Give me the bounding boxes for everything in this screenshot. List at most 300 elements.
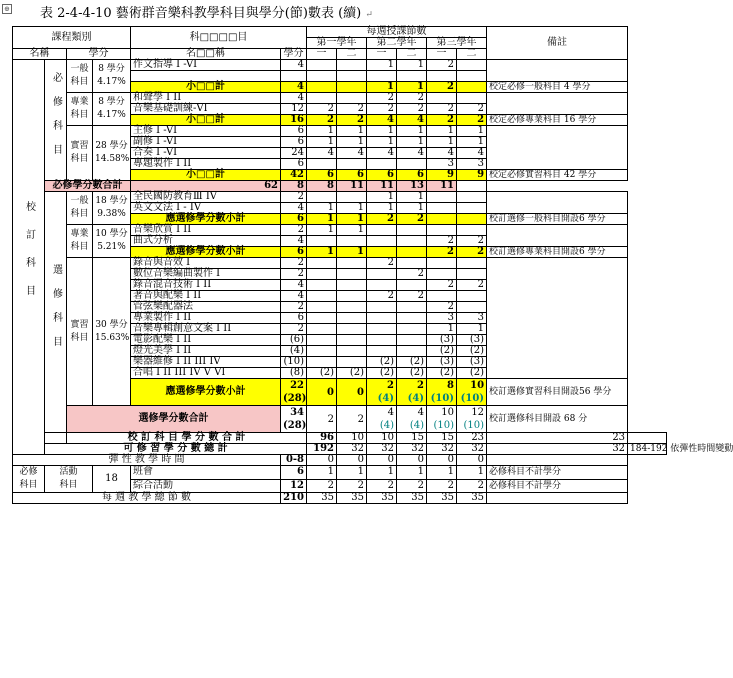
remarks-cell <box>487 225 628 247</box>
semester-value: 1 <box>307 137 337 148</box>
semester-value: 10 <box>337 433 367 444</box>
table-anchor-icon[interactable]: ⊕ <box>2 4 12 14</box>
activity-row <box>13 466 667 480</box>
semester-value <box>427 258 457 269</box>
table-row <box>13 126 667 137</box>
semester-value: 23 <box>487 433 628 444</box>
header-sem: 一 <box>307 49 337 60</box>
semester-value: 1 <box>307 214 337 225</box>
semester-value: (3) <box>427 357 457 368</box>
semester-value: 1 <box>367 60 397 71</box>
group-credits <box>93 60 131 93</box>
elective-total-row <box>13 406 667 433</box>
semester-value: 1 <box>337 214 367 225</box>
subject-name: 燈光美學 I II <box>131 346 281 357</box>
subject-name: 音樂專輯創意文案 I II <box>131 324 281 335</box>
semester-value <box>397 258 427 269</box>
subtotal-credits: 6 <box>281 247 307 258</box>
subject-credits: 2 <box>281 324 307 335</box>
semester-value <box>367 247 397 258</box>
semester-value <box>367 71 397 82</box>
subject-credits: 12 <box>281 104 307 115</box>
semester-value: 1 <box>307 247 337 258</box>
group-credits <box>93 258 131 406</box>
subtotal-label: 小□□計 <box>131 115 281 126</box>
required-total-credits: 62 <box>131 181 281 192</box>
group-credits-value: 28 學分 <box>95 141 128 151</box>
curriculum-table <box>12 26 733 504</box>
semester-value <box>367 302 397 313</box>
semester-value: 6 <box>397 170 427 181</box>
subject-name: 作文指導 I -VI <box>131 60 281 71</box>
semester-value: 1 <box>457 126 487 137</box>
subtotal-credits-main: 22 <box>290 380 305 391</box>
semester-value: 1 <box>307 466 337 480</box>
header-year2: 第二學年 <box>367 38 427 49</box>
semester-value <box>427 406 457 433</box>
semester-value: 4 <box>427 148 457 159</box>
subject-name: 專業製作 I II <box>131 313 281 324</box>
header-sem: 二 <box>457 49 487 60</box>
semester-value-alt: (10) <box>460 393 485 404</box>
semester-value <box>427 379 457 406</box>
semester-value: 1 <box>457 137 487 148</box>
subject-credits: (4) <box>281 346 307 357</box>
semester-value: 1 <box>367 203 397 214</box>
group-type-label: 實習科目 <box>67 126 93 181</box>
semester-value <box>337 71 367 82</box>
semester-value: 2 <box>427 479 457 493</box>
subject-credits: (10) <box>281 357 307 368</box>
subject-credits: 6 <box>281 137 307 148</box>
subject-name: 管弦樂配器法 <box>131 302 281 313</box>
semester-value: 1 <box>397 203 427 214</box>
semester-value <box>397 379 427 406</box>
semester-value: 1 <box>337 466 367 480</box>
semester-value-main: 0 <box>327 386 335 398</box>
semester-value: 2 <box>457 104 487 115</box>
semester-value <box>397 406 427 433</box>
subject-name: 樂器維修 I II III IV <box>131 357 281 368</box>
remarks-cell <box>487 60 628 82</box>
semester-value <box>307 346 337 357</box>
subject-credits: 6 <box>281 159 307 170</box>
subject-name: 主修 I -VI <box>131 126 281 137</box>
activity-required-label <box>13 466 45 493</box>
semester-value <box>457 258 487 269</box>
semester-value: 3 <box>457 313 487 324</box>
header-category: 課程類別 <box>13 27 131 49</box>
semester-value: 1 <box>427 324 457 335</box>
semester-value: 32 <box>337 444 367 455</box>
semester-value <box>457 406 487 433</box>
group-credits-pct: 4.17% <box>97 110 126 120</box>
semester-value <box>307 406 337 433</box>
header-subject-credits: 學分 <box>281 49 307 60</box>
semester-value <box>367 335 397 346</box>
flex-time-row <box>13 455 667 466</box>
semester-value: 2 <box>367 93 397 104</box>
semester-value: 2 <box>457 479 487 493</box>
semester-value <box>307 291 337 302</box>
header-weekly-hours: 每週授課節數 <box>307 27 487 38</box>
subtotal-label: 小□□計 <box>131 170 281 181</box>
activity-hours: 6 <box>281 466 307 480</box>
semester-value <box>397 324 427 335</box>
semester-value <box>457 71 487 82</box>
subject-credits: 2 <box>281 258 307 269</box>
header-year3: 第三學年 <box>427 38 487 49</box>
semester-value: (2) <box>457 368 487 379</box>
semester-value-alt: (4) <box>379 420 395 431</box>
semester-value: 10 <box>367 433 397 444</box>
semester-value-main: 2 <box>327 413 335 425</box>
semester-value <box>337 302 367 313</box>
remarks-cell <box>487 192 628 214</box>
subject-credits: 4 <box>281 60 307 71</box>
semester-value: 1 <box>397 466 427 480</box>
header-subject: 科□□□□目 <box>131 27 307 49</box>
group-credits <box>93 126 131 181</box>
semester-value: 2 <box>397 93 427 104</box>
semester-value: 11 <box>337 181 367 192</box>
remarks-cell <box>487 93 628 115</box>
subtotal-credits: 4 <box>281 82 307 93</box>
group-type-label: 實習科目 <box>67 258 93 406</box>
group-credits-pct: 9.38% <box>97 209 126 219</box>
semester-value-alt: (4) <box>377 393 395 404</box>
activity-credits: 18 <box>93 466 131 493</box>
activity-note: 必修科目不計學分 <box>487 479 628 493</box>
school-total-label: 校 訂 科 目 學 分 數 合 計 <box>67 433 307 444</box>
elective-total-credits <box>281 406 307 433</box>
subtotal-credits: 6 <box>281 214 307 225</box>
semester-value: 1 <box>337 247 367 258</box>
semester-value <box>337 324 367 335</box>
semester-value-main: 12 <box>471 407 485 418</box>
semester-value: 2 <box>367 104 397 115</box>
semester-value: 2 <box>457 280 487 291</box>
subject-name: 全民國防教育Ⅲ IV <box>131 192 281 203</box>
semester-value: 35 <box>397 493 427 504</box>
group-credits <box>93 93 131 126</box>
semester-value: 6 <box>337 170 367 181</box>
subject-name: 音樂欣賞 I II <box>131 225 281 236</box>
weekly-total-label: 每 週 教 學 總 節 數 <box>13 493 281 504</box>
semester-value-alt: (10) <box>430 393 455 404</box>
activity-required-line: 必修 <box>19 467 38 477</box>
semester-value: 15 <box>397 433 427 444</box>
group-credits-value: 18 學分 <box>95 196 128 206</box>
semester-value <box>457 302 487 313</box>
activity-required-line: 科目 <box>19 480 38 490</box>
subject-name: 專題製作 I II <box>131 159 281 170</box>
semester-value <box>337 82 367 93</box>
semester-value: 4 <box>397 148 427 159</box>
semester-value: 0 <box>367 455 397 466</box>
semester-value-main: 0 <box>357 386 365 398</box>
header-sem: 一 <box>427 49 457 60</box>
elective-total-label: 選修學分數合計 <box>67 406 281 433</box>
semester-value: 2 <box>427 115 457 126</box>
subject-name: 和聲學 I II <box>131 93 281 104</box>
subtotal-label: 應選修學分數小計 <box>131 379 281 406</box>
semester-value-main: 2 <box>357 413 365 425</box>
semester-value: 0 <box>337 455 367 466</box>
semester-value: 1 <box>397 137 427 148</box>
semester-value: 15 <box>427 433 457 444</box>
subject-credits: 4 <box>281 203 307 214</box>
semester-value <box>367 346 397 357</box>
semester-value <box>307 269 337 280</box>
semester-value: 2 <box>397 214 427 225</box>
subtotal-note: 校定必修專業科目 16 學分 <box>487 115 628 126</box>
header-sem: 二 <box>397 49 427 60</box>
semester-value <box>307 93 337 104</box>
semester-value: 2 <box>427 280 457 291</box>
semester-value: 2 <box>337 479 367 493</box>
semester-value <box>307 324 337 335</box>
semester-value <box>427 203 457 214</box>
remarks-cell <box>628 433 667 444</box>
semester-value <box>427 93 457 104</box>
semester-value-main: 2 <box>417 380 425 391</box>
table-row <box>13 93 667 104</box>
semester-value: 2 <box>397 291 427 302</box>
table-row <box>13 192 667 203</box>
semester-value: (3) <box>457 357 487 368</box>
semester-value <box>457 269 487 280</box>
semester-value: 4 <box>307 148 337 159</box>
semester-value: 6 <box>307 170 337 181</box>
remarks-cell <box>487 126 628 170</box>
semester-value: 1 <box>307 126 337 137</box>
semester-value: 1 <box>337 126 367 137</box>
semester-value: (2) <box>427 346 457 357</box>
semester-value: 4 <box>337 148 367 159</box>
subject-credits: 2 <box>281 302 307 313</box>
caption-text: 表 2-4-4-10 藝術群音樂科教學科目與學分(節)數表 (續) <box>40 6 362 21</box>
semester-value: 8 <box>307 181 337 192</box>
semester-value <box>337 291 367 302</box>
subject-credits: 2 <box>281 269 307 280</box>
semester-value: 11 <box>367 181 397 192</box>
subject-credits: 2 <box>281 225 307 236</box>
semester-value: 13 <box>397 181 427 192</box>
group-credits-pct: 15.63% <box>95 332 130 343</box>
semester-value: 2 <box>457 236 487 247</box>
semester-value <box>307 280 337 291</box>
subject-name <box>131 71 281 82</box>
semester-value <box>367 236 397 247</box>
semester-value: (2) <box>397 357 427 368</box>
semester-value: 4 <box>367 115 397 126</box>
subject-credits: (8) <box>281 368 307 379</box>
semester-value <box>397 236 427 247</box>
semester-value <box>427 291 457 302</box>
semester-value <box>457 214 487 225</box>
semester-value <box>367 269 397 280</box>
semester-value <box>427 269 457 280</box>
semester-value: 1 <box>307 203 337 214</box>
semester-value <box>397 335 427 346</box>
semester-value <box>397 280 427 291</box>
subtotal-label: 應選修學分數小計 <box>131 247 281 258</box>
semester-value: (2) <box>337 368 367 379</box>
semester-value <box>367 313 397 324</box>
semester-value <box>337 269 367 280</box>
semester-value <box>337 236 367 247</box>
subject-credits: 2 <box>281 192 307 203</box>
header-credits: 學分 <box>67 49 131 60</box>
subject-name: 合奏 I -VI <box>131 148 281 159</box>
table-row <box>13 258 667 269</box>
semester-value: 2 <box>307 115 337 126</box>
semester-value <box>307 302 337 313</box>
semester-value <box>397 225 427 236</box>
semester-value: 3 <box>427 313 457 324</box>
grand-total-note: 184-192 依彈性時間變動 <box>628 444 667 455</box>
semester-value: 0 <box>427 455 457 466</box>
semester-value <box>337 346 367 357</box>
semester-value: 4 <box>397 115 427 126</box>
semester-value: (2) <box>427 368 457 379</box>
semester-value <box>457 379 487 406</box>
subject-name: 副修 I -VI <box>131 137 281 148</box>
activity-hours: 12 <box>281 479 307 493</box>
semester-value: 2 <box>367 291 397 302</box>
semester-value <box>337 159 367 170</box>
semester-value: 2 <box>367 479 397 493</box>
header-name: 名稱 <box>13 49 67 60</box>
school-total-credits: 96 <box>307 433 337 444</box>
group-type-label: 一般科目 <box>67 192 93 225</box>
grand-total-row <box>13 444 667 455</box>
semester-value: 2 <box>397 269 427 280</box>
subject-credits: (6) <box>281 335 307 346</box>
semester-value: 3 <box>427 159 457 170</box>
semester-value: 23 <box>457 433 487 444</box>
semester-value: 35 <box>337 493 367 504</box>
semester-value <box>367 406 397 433</box>
semester-value <box>397 159 427 170</box>
semester-value: 32 <box>367 444 397 455</box>
subject-credits: 4 <box>281 280 307 291</box>
semester-value: 32 <box>427 444 457 455</box>
school-total-row <box>13 433 667 444</box>
semester-value: 2 <box>397 104 427 115</box>
semester-value: 2 <box>427 104 457 115</box>
semester-value <box>337 280 367 291</box>
semester-value: 2 <box>307 479 337 493</box>
semester-value: 32 <box>397 444 427 455</box>
semester-value <box>457 225 487 236</box>
semester-value: 1 <box>457 324 487 335</box>
semester-value-alt: (10) <box>463 420 485 431</box>
activity-name: 綜合活動 <box>131 479 281 493</box>
subject-name: 錄音混音技術 I II <box>131 280 281 291</box>
semester-value: (3) <box>427 335 457 346</box>
semester-value: 2 <box>307 104 337 115</box>
semester-value: 8 <box>281 181 307 192</box>
header-remarks: 備註 <box>487 27 628 60</box>
subtotal-credits-alt: (28) <box>283 393 307 404</box>
semester-value <box>337 60 367 71</box>
semester-value: 2 <box>427 60 457 71</box>
required-total-label: 必修學分數合計 <box>45 181 131 192</box>
semester-value <box>307 236 337 247</box>
subtotal-note: 校訂選修實習科目開設56 學分 <box>487 379 628 406</box>
group-credits-value: 8 學分 <box>98 64 125 74</box>
weekly-total-hours: 210 <box>281 493 307 504</box>
subject-name: 合唱 I II III IV V VI <box>131 368 281 379</box>
paragraph-mark: ↵ <box>365 10 373 20</box>
header-subject-name: 名□□稱 <box>131 49 281 60</box>
semester-value: 1 <box>367 192 397 203</box>
activity-subject-line: 活動 <box>59 467 78 477</box>
semester-value: 0 <box>397 455 427 466</box>
semester-value: 1 <box>337 137 367 148</box>
semester-value: 2 <box>457 247 487 258</box>
semester-value-main: 4 <box>417 407 425 418</box>
semester-value: 1 <box>427 126 457 137</box>
subject-credits <box>281 71 307 82</box>
semester-value-alt: (10) <box>433 420 455 431</box>
semester-value: 32 <box>457 444 487 455</box>
semester-value: 1 <box>337 203 367 214</box>
semester-value: (2) <box>367 357 397 368</box>
school-subjects-label: 校訂科目 <box>13 60 45 455</box>
semester-value: 9 <box>457 170 487 181</box>
semester-value <box>307 159 337 170</box>
semester-value: 35 <box>457 493 487 504</box>
semester-value: 2 <box>337 115 367 126</box>
weekly-total-row <box>13 493 667 504</box>
subtotal-credits <box>281 379 307 406</box>
semester-value <box>427 214 457 225</box>
semester-value <box>427 225 457 236</box>
semester-value: 1 <box>457 466 487 480</box>
semester-value: 9 <box>427 170 457 181</box>
activity-name: 班會 <box>131 466 281 480</box>
semester-value <box>307 192 337 203</box>
semester-value: 35 <box>307 493 337 504</box>
semester-value <box>427 192 457 203</box>
group-credits-pct: 14.58% <box>95 154 130 164</box>
semester-value: (2) <box>367 368 397 379</box>
subject-name: 曲式分析 <box>131 236 281 247</box>
subtotal-credits: 16 <box>281 115 307 126</box>
group-credits-pct: 4.17% <box>97 77 126 87</box>
semester-value <box>397 346 427 357</box>
semester-value: 2 <box>337 104 367 115</box>
semester-value <box>337 335 367 346</box>
semester-value: 1 <box>367 126 397 137</box>
remarks-cell <box>487 258 628 379</box>
subject-name: 電影配樂 I II <box>131 335 281 346</box>
semester-value: 2 <box>427 82 457 93</box>
required-total-row <box>13 181 667 192</box>
semester-value <box>367 159 397 170</box>
header-year1: 第一學年 <box>307 38 367 49</box>
semester-value <box>337 192 367 203</box>
subject-credits: 6 <box>281 126 307 137</box>
semester-value <box>457 82 487 93</box>
semester-value <box>307 313 337 324</box>
subject-credits: 4 <box>281 93 307 104</box>
subtotal-label: 應選修學分數小計 <box>131 214 281 225</box>
activity-subject-line: 科目 <box>59 480 78 490</box>
